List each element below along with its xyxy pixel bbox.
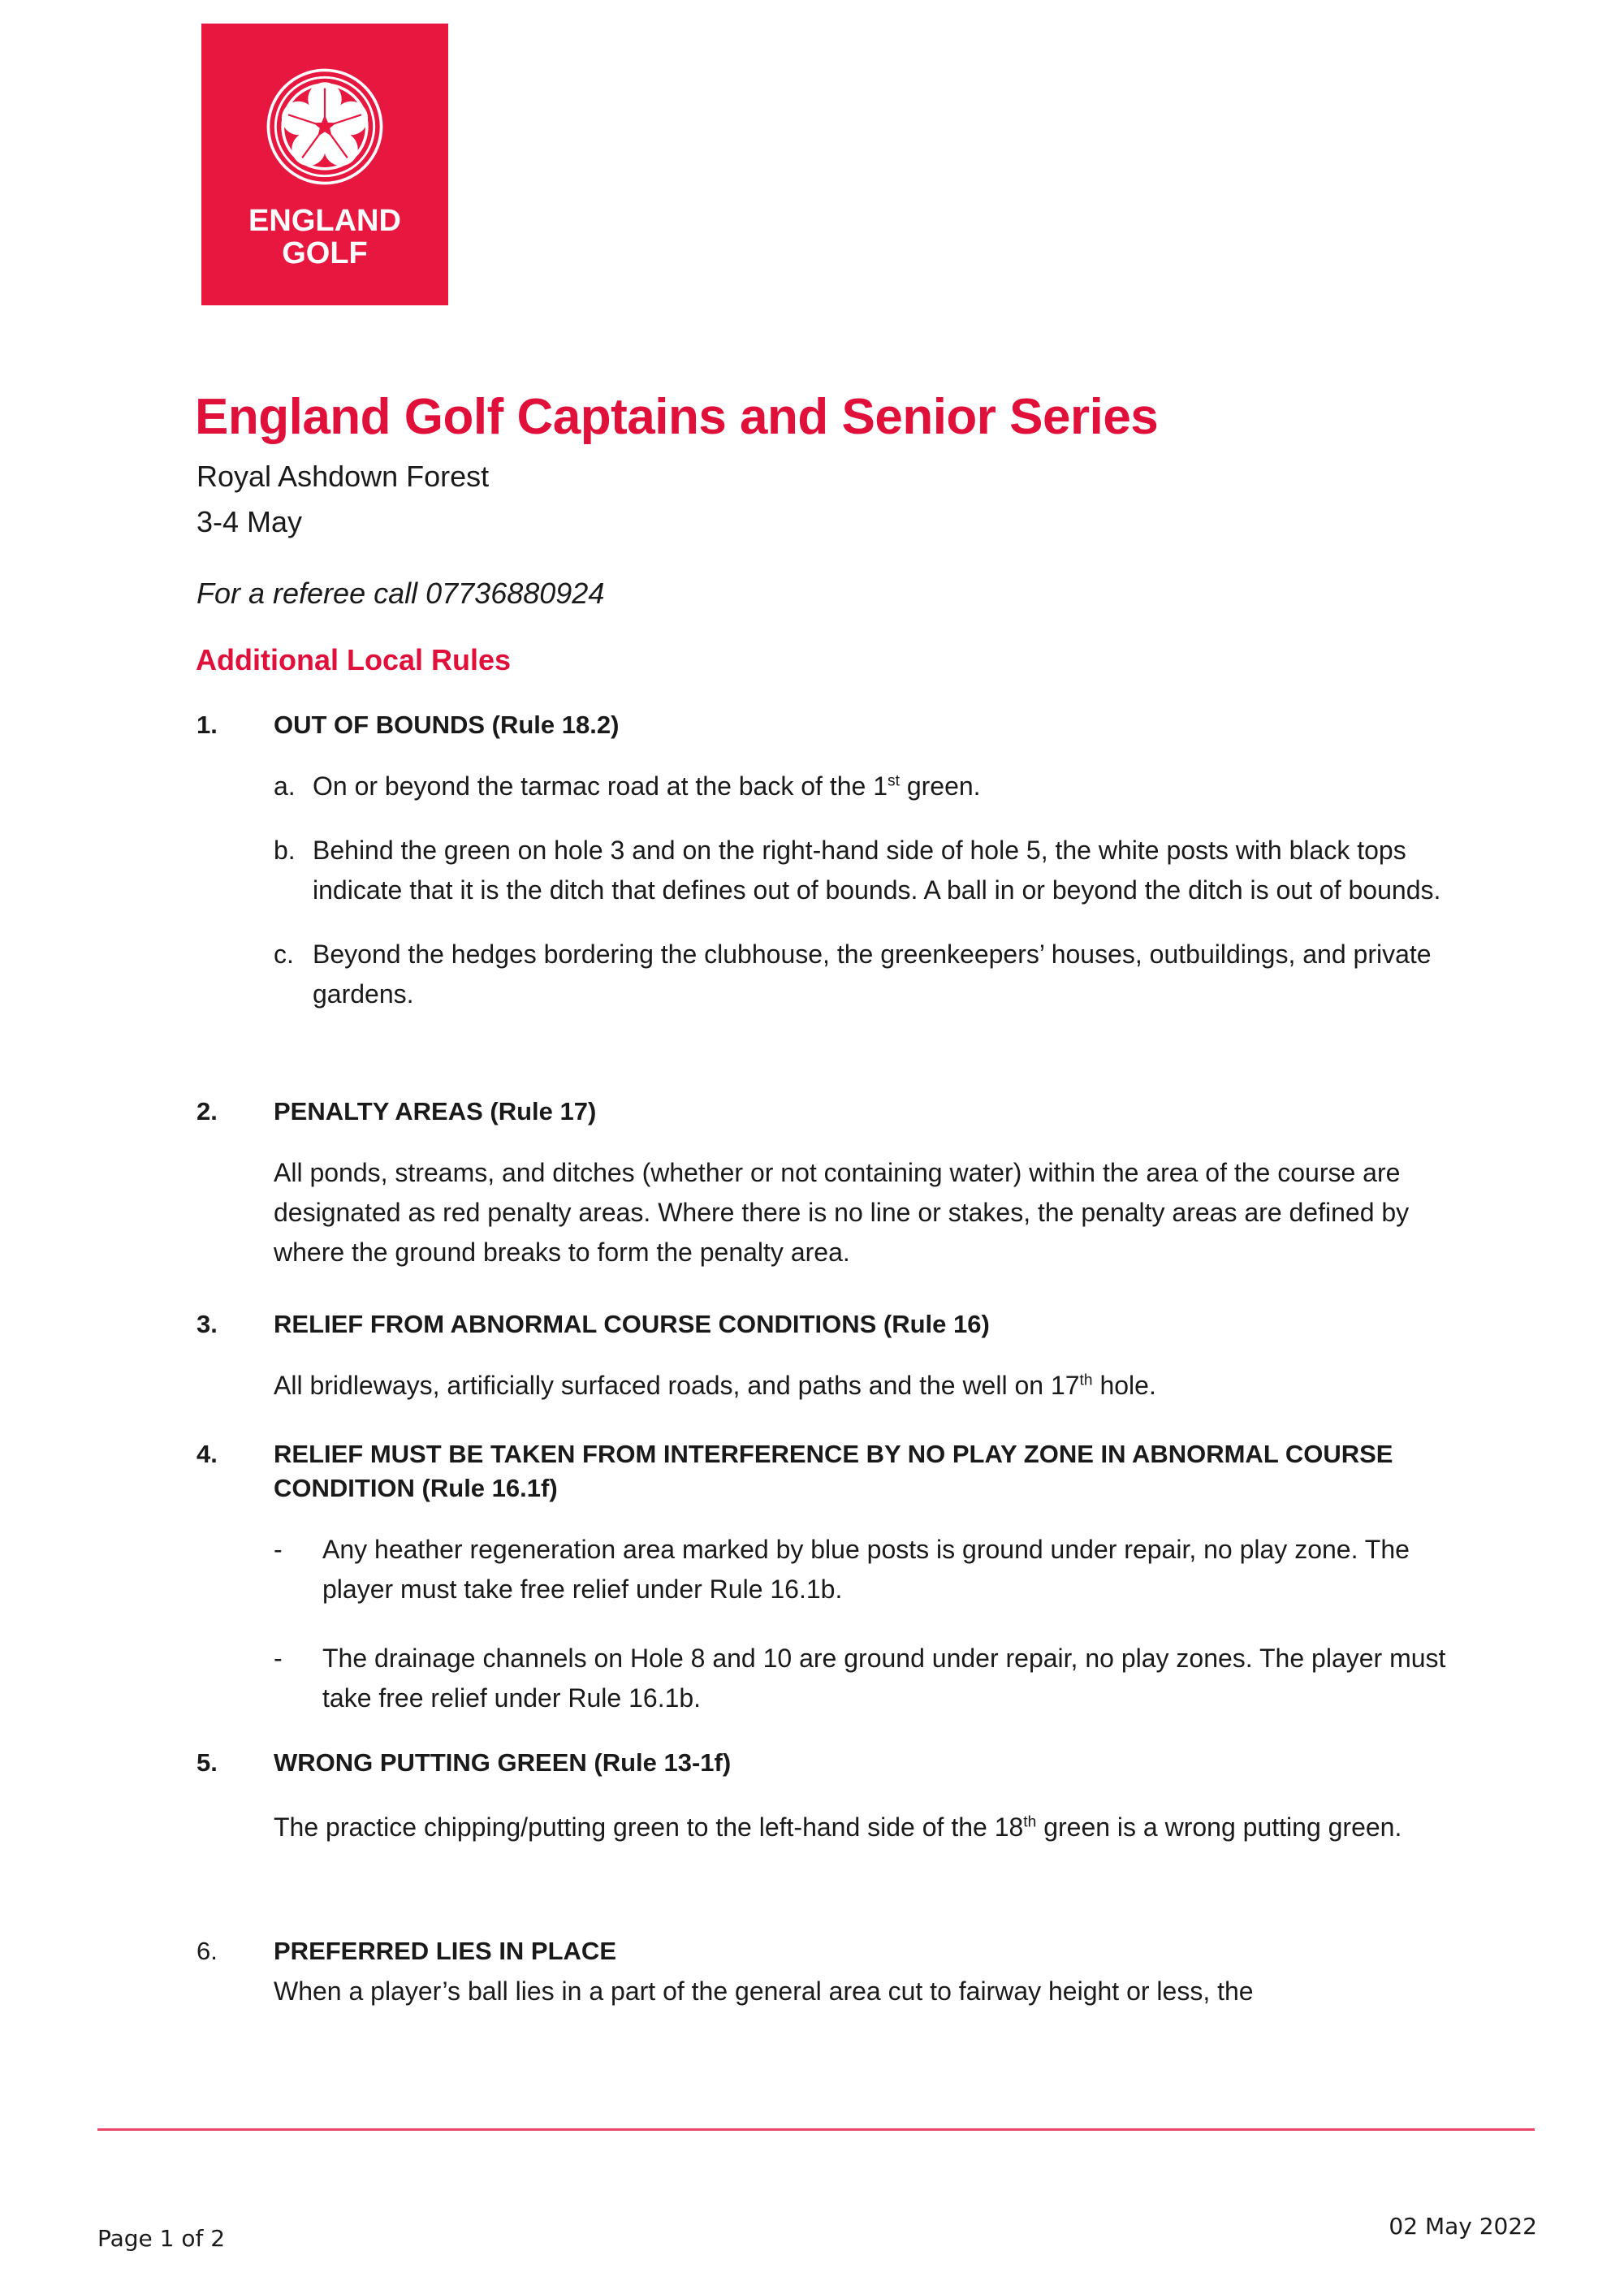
- section-heading: Additional Local Rules: [196, 643, 512, 676]
- rule-body: All bridleways, artificially surfaced roads, and paths and the well on 17th hole.: [274, 1371, 1156, 1400]
- rule-title: RELIEF FROM ABNORMAL COURSE CONDITIONS (Rule 16): [274, 1310, 990, 1338]
- rule-2: [197, 1095, 1447, 1272]
- document-date: 02 May 2022: [1389, 2213, 1537, 2240]
- rule-title: PENALTY AREAS (Rule 17): [274, 1097, 597, 1125]
- rule-number: 1.: [197, 711, 218, 739]
- rule-item: [197, 935, 1447, 1014]
- rule-title: RELIEF MUST BE TAKEN FROM INTERFERENCE BY NO PLAY ZONE IN ABNORMAL COURSE CONDITION (Rule 16.1f): [274, 1440, 1393, 1502]
- item-bullet: -: [274, 1535, 283, 1564]
- rule-title: WRONG PUTTING GREEN (Rule 13-1f): [274, 1748, 732, 1777]
- rule-1: [197, 708, 1447, 1014]
- item-text: Any heather regeneration area marked by blue posts is ground under repair, no play zone. The player must take free relief under Rule 16.1b.: [322, 1535, 1410, 1604]
- item-text: The drainage channels on Hole 8 and 10 are ground under repair, no play zones. The player must take free relief under Rule 16.1b.: [322, 1644, 1446, 1713]
- item-label: b.: [274, 836, 296, 865]
- rule-item: [197, 1639, 1447, 1718]
- rule-5: [197, 1746, 1447, 1850]
- rule-number: 5.: [197, 1748, 218, 1777]
- rule-body: When a player’s ball lies in a part of the general area cut to fairway height or less, the: [274, 1976, 1254, 2006]
- item-text: Beyond the hedges bordering the clubhouse, the greenkeepers’ houses, outbuildings, and private gardens.: [313, 940, 1432, 1009]
- rule-6: [197, 1934, 1447, 2011]
- referee-contact: For a referee call 07736880924: [197, 577, 605, 610]
- rule-number: 4.: [197, 1440, 218, 1468]
- rule-body: All ponds, streams, and ditches (whether or not containing water) within the area of the course are designated as red penalty areas. Where there is no line or stakes, the penalty areas are defined by where the ground breaks to form the penalty area.: [274, 1158, 1410, 1267]
- footer-divider: [97, 2128, 1535, 2131]
- venue: Royal Ashdown Forest: [197, 460, 490, 493]
- item-text: Behind the green on hole 3 and on the right-hand side of hole 5, the white posts with black tops indicate that it is the ditch that defines out of bounds. A ball in or beyond the ditch is out of bounds.: [313, 836, 1441, 905]
- rose-emblem-icon: [265, 67, 385, 187]
- item-bullet: -: [274, 1644, 283, 1673]
- rule-title: PREFERRED LIES IN PLACE: [274, 1937, 616, 1965]
- england-golf-logo: [201, 24, 448, 305]
- logo-line-2: GOLF: [282, 236, 368, 270]
- rule-number: 3.: [197, 1310, 218, 1338]
- rule-body: The practice chipping/putting green to the left-hand side of the 18th green is a wrong putting green.: [274, 1812, 1402, 1842]
- rule-item: [197, 767, 1447, 806]
- rule-number: 2.: [197, 1097, 218, 1125]
- item-label: a.: [274, 771, 296, 801]
- rule-4: [197, 1437, 1447, 1718]
- document-title: England Golf Captains and Senior Series: [195, 389, 1159, 445]
- rule-title: OUT OF BOUNDS (Rule 18.2): [274, 711, 620, 739]
- event-dates: 3-4 May: [197, 505, 303, 538]
- rule-item: [197, 1530, 1447, 1609]
- logo-text: [248, 205, 401, 270]
- rule-item: [197, 831, 1447, 910]
- page-number: Page 1 of 2: [97, 2225, 226, 2252]
- rule-number: 6.: [197, 1937, 218, 1965]
- logo-line-1: ENGLAND: [248, 204, 401, 238]
- rule-3: [197, 1307, 1447, 1406]
- item-label: c.: [274, 940, 294, 969]
- item-text: On or beyond the tarmac road at the back of the 1st green.: [313, 771, 981, 801]
